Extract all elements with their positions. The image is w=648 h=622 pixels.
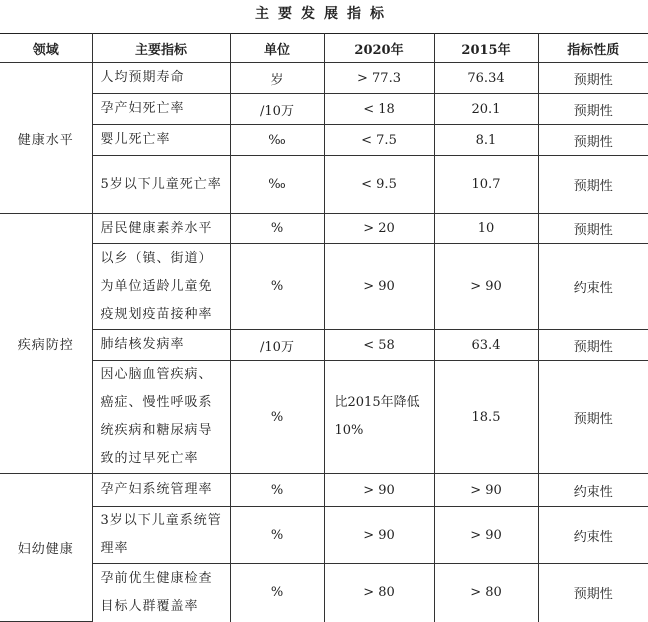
value-2015-cell: > 90: [434, 244, 538, 330]
value-2020-cell: > 20: [324, 214, 434, 244]
nature-cell: 预期性: [538, 94, 648, 125]
table-row: [0, 507, 648, 564]
indicator-cell: 孕产妇系统管理率: [92, 474, 230, 507]
value-2015-cell: > 90: [434, 507, 538, 564]
domain-cell: 疾病防控: [0, 214, 92, 474]
indicator-cell: 人均预期寿命: [92, 63, 230, 94]
indicator-cell: 以乡（镇、街道）为单位适龄儿童免疫规划疫苗接种率: [92, 244, 230, 330]
indicator-cell: 居民健康素养水平: [92, 214, 230, 244]
header-2015: 2015年: [434, 34, 538, 63]
unit-cell: %: [230, 244, 324, 330]
table-row: [0, 214, 648, 244]
indicator-cell: 孕前优生健康检查目标人群覆盖率: [92, 564, 230, 622]
value-2015-cell: 20.1: [434, 94, 538, 125]
nature-cell: 预期性: [538, 125, 648, 156]
value-2020-cell: > 90: [324, 507, 434, 564]
table-row: [0, 244, 648, 330]
nature-cell: 约束性: [538, 474, 648, 507]
nature-cell: 预期性: [538, 63, 648, 94]
domain-cell: 健康水平: [0, 63, 92, 214]
unit-cell: %: [230, 361, 324, 474]
table-row: [0, 125, 648, 156]
value-2015-cell: 76.34: [434, 63, 538, 94]
header-domain: 领域: [0, 34, 92, 63]
nature-cell: 约束性: [538, 244, 648, 330]
unit-cell: 岁: [230, 63, 324, 94]
nature-cell: 预期性: [538, 564, 648, 622]
value-2015-cell: > 90: [434, 474, 538, 507]
indicator-cell: 孕产妇死亡率: [92, 94, 230, 125]
value-2015-cell: 10.7: [434, 156, 538, 214]
nature-cell: 预期性: [538, 361, 648, 474]
value-2020-cell: < 9.5: [324, 156, 434, 214]
header-row: [0, 34, 648, 63]
table-row: [0, 474, 648, 507]
header-indicator: 主要指标: [92, 34, 230, 63]
table-row: [0, 330, 648, 361]
unit-cell: ‰: [230, 156, 324, 214]
domain-cell: 妇幼健康: [0, 474, 92, 622]
header-nature: 指标性质: [538, 34, 648, 63]
unit-cell: /10万: [230, 94, 324, 125]
value-2020-cell: > 90: [324, 244, 434, 330]
value-2020-cell: > 77.3: [324, 63, 434, 94]
indicator-cell: 3岁以下儿童系统管理率: [92, 507, 230, 564]
indicator-cell: 肺结核发病率: [92, 330, 230, 361]
value-2020-cell: > 90: [324, 474, 434, 507]
value-2015-cell: 18.5: [434, 361, 538, 474]
table-row: [0, 94, 648, 125]
unit-cell: %: [230, 214, 324, 244]
unit-cell: %: [230, 474, 324, 507]
header-2020: 2020年: [324, 34, 434, 63]
indicator-cell: 5岁以下儿童死亡率: [92, 156, 230, 214]
nature-cell: 预期性: [538, 330, 648, 361]
indicator-cell: 婴儿死亡率: [92, 125, 230, 156]
value-2015-cell: 63.4: [434, 330, 538, 361]
page-title: 主要发展指标: [255, 6, 393, 22]
unit-cell: %: [230, 564, 324, 622]
value-2020-cell: 比2015年降低10%: [324, 361, 434, 474]
header-unit: 单位: [230, 34, 324, 63]
unit-cell: %: [230, 507, 324, 564]
value-2015-cell: > 80: [434, 564, 538, 622]
indicators-table: [0, 33, 648, 622]
value-2020-cell: < 58: [324, 330, 434, 361]
indicator-cell: 因心脑血管疾病、癌症、慢性呼吸系统疾病和糖尿病导致的过早死亡率: [92, 361, 230, 474]
unit-cell: /10万: [230, 330, 324, 361]
table-row: [0, 63, 648, 94]
value-2015-cell: 8.1: [434, 125, 538, 156]
table-row: [0, 156, 648, 214]
unit-cell: ‰: [230, 125, 324, 156]
nature-cell: 预期性: [538, 214, 648, 244]
value-2020-cell: < 18: [324, 94, 434, 125]
nature-cell: 约束性: [538, 507, 648, 564]
table-row: [0, 361, 648, 474]
nature-cell: 预期性: [538, 156, 648, 214]
value-2015-cell: 10: [434, 214, 538, 244]
value-2020-cell: < 7.5: [324, 125, 434, 156]
value-2020-cell: > 80: [324, 564, 434, 622]
